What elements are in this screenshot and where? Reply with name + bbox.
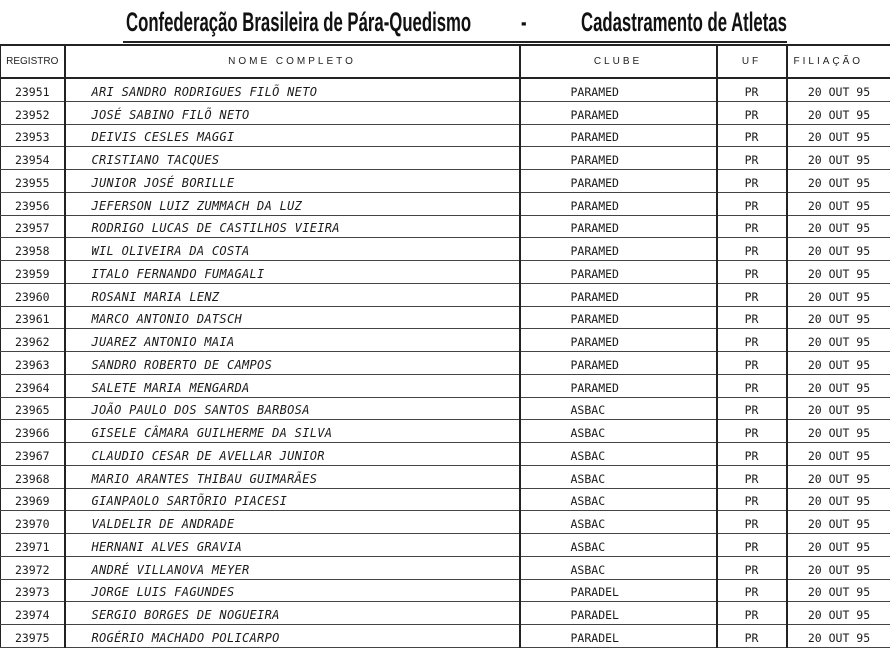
clube-cell <box>520 488 717 511</box>
nome-cell <box>65 420 520 443</box>
nome-cell-text: JUAREZ ANTONIO MAIA <box>91 335 235 349</box>
uf-cell <box>717 625 787 648</box>
uf-cell-text: PR <box>744 357 759 372</box>
registro-cell-text: 23956 <box>14 198 50 213</box>
uf-cell-text: PR <box>744 585 759 600</box>
registro-cell <box>1 465 65 488</box>
title-main: Confederação Brasileira de Pára-Quedismo <box>126 7 472 37</box>
nome-cell <box>65 488 520 511</box>
registro-cell-text: 23970 <box>14 517 50 531</box>
filiacao-cell-text: 20 OUT 95 <box>807 130 871 145</box>
table-row <box>1 374 890 397</box>
title-dash: - <box>521 7 527 37</box>
registro-cell <box>1 283 65 306</box>
registro-cell-text: 23955 <box>14 175 50 190</box>
nome-cell <box>65 101 520 124</box>
filiacao-cell-text: 20 OUT 95 <box>807 266 871 281</box>
nome-cell-text: HERNANI ALVES GRAVIA <box>91 539 242 554</box>
filiacao-cell-text: 20 OUT 95 <box>807 585 871 600</box>
clube-cell <box>520 238 717 261</box>
filiacao-cell <box>787 352 890 375</box>
clube-cell <box>520 534 717 557</box>
filiacao-cell-text: 20 OUT 95 <box>807 562 871 577</box>
clube-cell <box>520 511 717 534</box>
uf-cell <box>717 147 787 170</box>
table-body <box>1 78 890 647</box>
nome-cell <box>65 261 520 284</box>
nome-cell-text: ITALO FERNANDO FUMAGALI <box>91 266 265 281</box>
filiacao-cell-text: 20 OUT 95 <box>807 426 871 440</box>
clube-cell-text: PARAMED <box>570 357 619 372</box>
uf-cell-text: PR <box>744 380 759 395</box>
registro-cell <box>1 602 65 625</box>
filiacao-cell-text: 20 OUT 95 <box>807 198 871 213</box>
clube-cell-text: ASBAC <box>570 426 606 440</box>
uf-cell-text: PR <box>744 221 759 236</box>
uf-cell-text: PR <box>744 494 759 509</box>
registro-cell <box>1 443 65 466</box>
registro-cell-text: 23951 <box>14 84 50 99</box>
nome-cell <box>65 124 520 147</box>
registro-cell-text: 23971 <box>14 539 50 554</box>
uf-cell-text: PR <box>744 107 759 122</box>
clube-cell-text: PARADEL <box>570 608 619 622</box>
nome-cell-text: SANDRO ROBERTO DE CAMPOS <box>91 357 273 372</box>
uf-cell <box>717 556 787 579</box>
registro-cell-text: 23963 <box>14 357 50 372</box>
table-row <box>1 101 890 124</box>
registro-cell-text: 23960 <box>14 289 50 304</box>
filiacao-cell <box>787 306 890 329</box>
uf-cell-text: PR <box>744 198 759 213</box>
clube-cell-text: ASBAC <box>570 471 606 486</box>
uf-cell <box>717 443 787 466</box>
clube-cell <box>520 192 717 215</box>
filiacao-cell <box>787 397 890 420</box>
clube-cell-text: ASBAC <box>570 539 606 554</box>
registro-cell <box>1 78 65 101</box>
nome-cell <box>65 579 520 602</box>
clube-cell <box>520 602 717 625</box>
nome-cell <box>65 306 520 329</box>
filiacao-cell <box>787 511 890 534</box>
filiacao-cell <box>787 625 890 648</box>
clube-cell <box>520 374 717 397</box>
uf-cell-text: PR <box>744 426 759 440</box>
nome-cell <box>65 78 520 101</box>
nome-cell-text: JEFERSON LUIZ ZUMMACH DA LUZ <box>91 198 303 213</box>
uf-cell <box>717 602 787 625</box>
uf-cell-text: PR <box>744 630 759 645</box>
uf-cell-text: PR <box>744 266 759 281</box>
uf-cell-text: PR <box>744 335 759 349</box>
filiacao-cell-text: 20 OUT 95 <box>807 84 871 99</box>
uf-cell <box>717 397 787 420</box>
nome-cell <box>65 511 520 534</box>
registro-cell-text: 23953 <box>14 130 50 145</box>
nome-cell <box>65 192 520 215</box>
filiacao-cell-text: 20 OUT 95 <box>807 630 871 645</box>
table-row <box>1 261 890 284</box>
uf-cell <box>717 329 787 352</box>
uf-cell <box>717 352 787 375</box>
nome-cell-text: SALETE MARIA MENGARDA <box>91 380 250 395</box>
filiacao-cell-text: 20 OUT 95 <box>807 517 871 531</box>
nome-cell <box>65 534 520 557</box>
table-row <box>1 215 890 238</box>
nome-cell-text: RODRIGO LUCAS DE CASTILHOS VIEIRA <box>91 221 340 236</box>
clube-cell-text: PARAMED <box>570 244 619 258</box>
registro-cell-text: 23967 <box>14 448 50 463</box>
filiacao-cell-text: 20 OUT 95 <box>807 403 871 418</box>
clube-cell-text: PARAMED <box>570 266 619 281</box>
clube-cell-text: ASBAC <box>570 448 606 463</box>
nome-cell-text: JOSÉ SABINO FILÕ NETO <box>91 107 250 122</box>
table-row <box>1 420 890 443</box>
header-nome: NOME COMPLETO <box>65 45 520 78</box>
clube-cell-text: ASBAC <box>570 403 606 418</box>
registro-cell-text: 23957 <box>14 221 50 236</box>
clube-cell <box>520 170 717 193</box>
filiacao-cell <box>787 238 890 261</box>
nome-cell <box>65 215 520 238</box>
table-header-row <box>1 45 890 78</box>
filiacao-cell-text: 20 OUT 95 <box>807 107 871 122</box>
nome-cell-text: CLAUDIO CESAR DE AVELLAR JUNIOR <box>91 448 325 463</box>
filiacao-cell-text: 20 OUT 95 <box>807 608 871 622</box>
clube-cell <box>520 443 717 466</box>
clube-cell-text: PARAMED <box>570 312 619 327</box>
clube-cell-text: PARAMED <box>570 130 619 145</box>
registro-cell-text: 23974 <box>14 608 50 622</box>
registro-cell <box>1 352 65 375</box>
clube-cell <box>520 625 717 648</box>
filiacao-cell-text: 20 OUT 95 <box>807 380 871 395</box>
registro-cell-text: 23973 <box>14 585 50 600</box>
filiacao-cell-text: 20 OUT 95 <box>807 175 871 190</box>
uf-cell <box>717 579 787 602</box>
uf-cell <box>717 78 787 101</box>
nome-cell <box>65 170 520 193</box>
uf-cell <box>717 420 787 443</box>
uf-cell-text: PR <box>744 471 759 486</box>
nome-cell <box>65 238 520 261</box>
nome-cell-text: MARCO ANTONIO DATSCH <box>91 312 242 327</box>
table-row <box>1 397 890 420</box>
uf-cell <box>717 534 787 557</box>
uf-cell <box>717 374 787 397</box>
table-row <box>1 238 890 261</box>
registro-cell-text: 23958 <box>14 244 50 258</box>
table-row <box>1 465 890 488</box>
filiacao-cell <box>787 329 890 352</box>
uf-cell <box>717 465 787 488</box>
document-title <box>0 0 890 44</box>
uf-cell-text: PR <box>744 562 759 577</box>
nome-cell-text: GIANPAOLO SARTÕRIO PIACESI <box>91 494 288 509</box>
clube-cell <box>520 352 717 375</box>
filiacao-cell <box>787 556 890 579</box>
registro-cell-text: 23969 <box>14 494 50 509</box>
filiacao-cell <box>787 602 890 625</box>
uf-cell <box>717 511 787 534</box>
nome-cell <box>65 147 520 170</box>
table-row <box>1 602 890 625</box>
table-row <box>1 488 890 511</box>
nome-cell <box>65 443 520 466</box>
registro-cell-text: 23961 <box>14 312 50 327</box>
uf-cell <box>717 488 787 511</box>
clube-cell <box>520 397 717 420</box>
filiacao-cell-text: 20 OUT 95 <box>807 289 871 304</box>
registro-cell-text: 23952 <box>14 107 50 122</box>
table-row <box>1 579 890 602</box>
title-underline <box>123 41 787 43</box>
clube-cell <box>520 78 717 101</box>
uf-cell <box>717 170 787 193</box>
filiacao-cell <box>787 465 890 488</box>
clube-cell <box>520 283 717 306</box>
uf-cell-text: PR <box>744 244 759 258</box>
nome-cell-text: ARI SANDRO RODRIGUES FILÕ NETO <box>91 84 318 99</box>
filiacao-cell-text: 20 OUT 95 <box>807 539 871 554</box>
filiacao-cell-text: 20 OUT 95 <box>807 221 871 236</box>
registro-cell <box>1 556 65 579</box>
registro-cell <box>1 147 65 170</box>
filiacao-cell-text: 20 OUT 95 <box>807 448 871 463</box>
registro-cell-text: 23965 <box>14 403 50 418</box>
filiacao-cell <box>787 283 890 306</box>
uf-cell <box>717 192 787 215</box>
nome-cell-text: VALDELIR DE ANDRADE <box>91 517 235 531</box>
header-filiacao: FILIAÇÃO <box>787 45 890 78</box>
registro-cell <box>1 101 65 124</box>
registro-cell <box>1 420 65 443</box>
uf-cell-text: PR <box>744 517 759 531</box>
registro-cell-text: 23972 <box>14 562 50 577</box>
filiacao-cell <box>787 579 890 602</box>
filiacao-cell-text: 20 OUT 95 <box>807 471 871 486</box>
clube-cell-text: ASBAC <box>570 517 606 531</box>
registro-cell <box>1 261 65 284</box>
registro-cell <box>1 192 65 215</box>
registro-cell <box>1 488 65 511</box>
clube-cell <box>520 329 717 352</box>
clube-cell <box>520 101 717 124</box>
table-row <box>1 352 890 375</box>
nome-cell <box>65 374 520 397</box>
table-row <box>1 283 890 306</box>
uf-cell <box>717 306 787 329</box>
clube-cell-text: PARAMED <box>570 289 619 304</box>
filiacao-cell <box>787 261 890 284</box>
nome-cell-text: DEIVIS CESLES MAGGI <box>91 130 235 145</box>
filiacao-cell <box>787 215 890 238</box>
clube-cell <box>520 465 717 488</box>
clube-cell-text: PARADEL <box>570 585 619 600</box>
filiacao-cell <box>787 488 890 511</box>
registro-cell <box>1 511 65 534</box>
clube-cell-text: PARAMED <box>570 221 619 236</box>
table-row <box>1 511 890 534</box>
table-row <box>1 170 890 193</box>
nome-cell <box>65 465 520 488</box>
clube-cell <box>520 420 717 443</box>
table-row <box>1 147 890 170</box>
clube-cell <box>520 147 717 170</box>
nome-cell <box>65 329 520 352</box>
clube-cell-text: ASBAC <box>570 562 606 577</box>
registro-cell-text: 23962 <box>14 335 50 349</box>
registro-cell <box>1 238 65 261</box>
nome-cell-text: JOÃO PAULO DOS SANTOS BARBOSA <box>91 403 310 418</box>
filiacao-cell-text: 20 OUT 95 <box>807 357 871 372</box>
uf-cell-text: PR <box>744 312 759 327</box>
uf-cell-text: PR <box>744 130 759 145</box>
registro-cell-text: 23966 <box>14 426 50 440</box>
registro-cell <box>1 374 65 397</box>
filiacao-cell <box>787 124 890 147</box>
filiacao-cell-text: 20 OUT 95 <box>807 244 871 258</box>
clube-cell <box>520 261 717 284</box>
clube-cell <box>520 306 717 329</box>
uf-cell-text: PR <box>744 539 759 554</box>
registro-cell <box>1 397 65 420</box>
filiacao-cell <box>787 534 890 557</box>
table-row <box>1 556 890 579</box>
clube-cell-text: ASBAC <box>570 494 606 509</box>
clube-cell-text: PARAMED <box>570 107 619 122</box>
registro-cell-text: 23968 <box>14 471 50 486</box>
nome-cell <box>65 602 520 625</box>
clube-cell <box>520 579 717 602</box>
filiacao-cell <box>787 101 890 124</box>
nome-cell-text: ROSANI MARIA LENZ <box>91 289 220 304</box>
nome-cell-text: GISELE CÂMARA GUILHERME DA SILVA <box>91 426 333 440</box>
nome-cell <box>65 283 520 306</box>
registro-cell <box>1 329 65 352</box>
table-row <box>1 625 890 648</box>
nome-cell <box>65 397 520 420</box>
uf-cell-text: PR <box>744 448 759 463</box>
filiacao-cell <box>787 443 890 466</box>
nome-cell-text: JORGE LUIS FAGUNDES <box>91 585 235 600</box>
filiacao-cell-text: 20 OUT 95 <box>807 153 871 167</box>
uf-cell <box>717 238 787 261</box>
filiacao-cell <box>787 420 890 443</box>
uf-cell <box>717 101 787 124</box>
uf-cell-text: PR <box>744 608 759 622</box>
nome-cell-text: MARIO ARANTES THIBAU GUIMARÃES <box>91 471 318 486</box>
uf-cell-text: PR <box>744 153 759 167</box>
uf-cell <box>717 283 787 306</box>
nome-cell <box>65 625 520 648</box>
filiacao-cell <box>787 374 890 397</box>
registro-cell <box>1 625 65 648</box>
filiacao-cell-text: 20 OUT 95 <box>807 312 871 327</box>
nome-cell-text: ANDRÉ VILLANOVA MEYER <box>91 562 250 577</box>
registro-cell <box>1 306 65 329</box>
clube-cell <box>520 556 717 579</box>
nome-cell-text: SERGIO BORGES DE NOGUEIRA <box>91 608 280 622</box>
clube-cell-text: PARAMED <box>570 380 619 395</box>
uf-cell-text: PR <box>744 289 759 304</box>
clube-cell-text: PARAMED <box>570 198 619 213</box>
uf-cell-text: PR <box>744 403 759 418</box>
athletes-table <box>0 44 890 648</box>
table-row <box>1 329 890 352</box>
table-row <box>1 192 890 215</box>
filiacao-cell-text: 20 OUT 95 <box>807 335 871 349</box>
nome-cell-text: JUNIOR JOSÉ BORILLE <box>91 175 235 190</box>
registro-cell-text: 23959 <box>14 266 50 281</box>
header-registro: REGISTRO <box>1 45 65 78</box>
table-row <box>1 534 890 557</box>
filiacao-cell <box>787 170 890 193</box>
registro-cell-text: 23975 <box>14 630 50 645</box>
registro-cell <box>1 215 65 238</box>
clube-cell-text: PARAMED <box>570 153 619 167</box>
clube-cell-text: PARAMED <box>570 175 619 190</box>
header-uf: UF <box>717 45 787 78</box>
table-row <box>1 78 890 101</box>
clube-cell-text: PARAMED <box>570 335 619 349</box>
table-row <box>1 306 890 329</box>
nome-cell-text: ROGÉRIO MACHADO POLICARPO <box>91 630 280 645</box>
filiacao-cell <box>787 192 890 215</box>
registro-cell <box>1 124 65 147</box>
registro-cell <box>1 534 65 557</box>
title-sub: Cadastramento de Atletas <box>581 7 787 37</box>
nome-cell-text: WIL OLIVEIRA DA COSTA <box>91 244 250 258</box>
registro-cell-text: 23964 <box>14 380 50 395</box>
registro-cell-text: 23954 <box>14 153 50 167</box>
uf-cell <box>717 124 787 147</box>
clube-cell <box>520 215 717 238</box>
header-clube: CLUBE <box>520 45 717 78</box>
uf-cell-text: PR <box>744 84 759 99</box>
uf-cell-text: PR <box>744 175 759 190</box>
nome-cell-text: CRISTIANO TACQUES <box>91 153 220 167</box>
filiacao-cell-text: 20 OUT 95 <box>807 494 871 509</box>
filiacao-cell <box>787 147 890 170</box>
uf-cell <box>717 215 787 238</box>
uf-cell <box>717 261 787 284</box>
table-row <box>1 124 890 147</box>
nome-cell <box>65 556 520 579</box>
clube-cell-text: PARAMED <box>570 84 619 99</box>
registro-cell <box>1 170 65 193</box>
clube-cell <box>520 124 717 147</box>
table-row <box>1 443 890 466</box>
nome-cell <box>65 352 520 375</box>
clube-cell-text: PARADEL <box>570 630 619 645</box>
filiacao-cell <box>787 78 890 101</box>
registro-cell <box>1 579 65 602</box>
